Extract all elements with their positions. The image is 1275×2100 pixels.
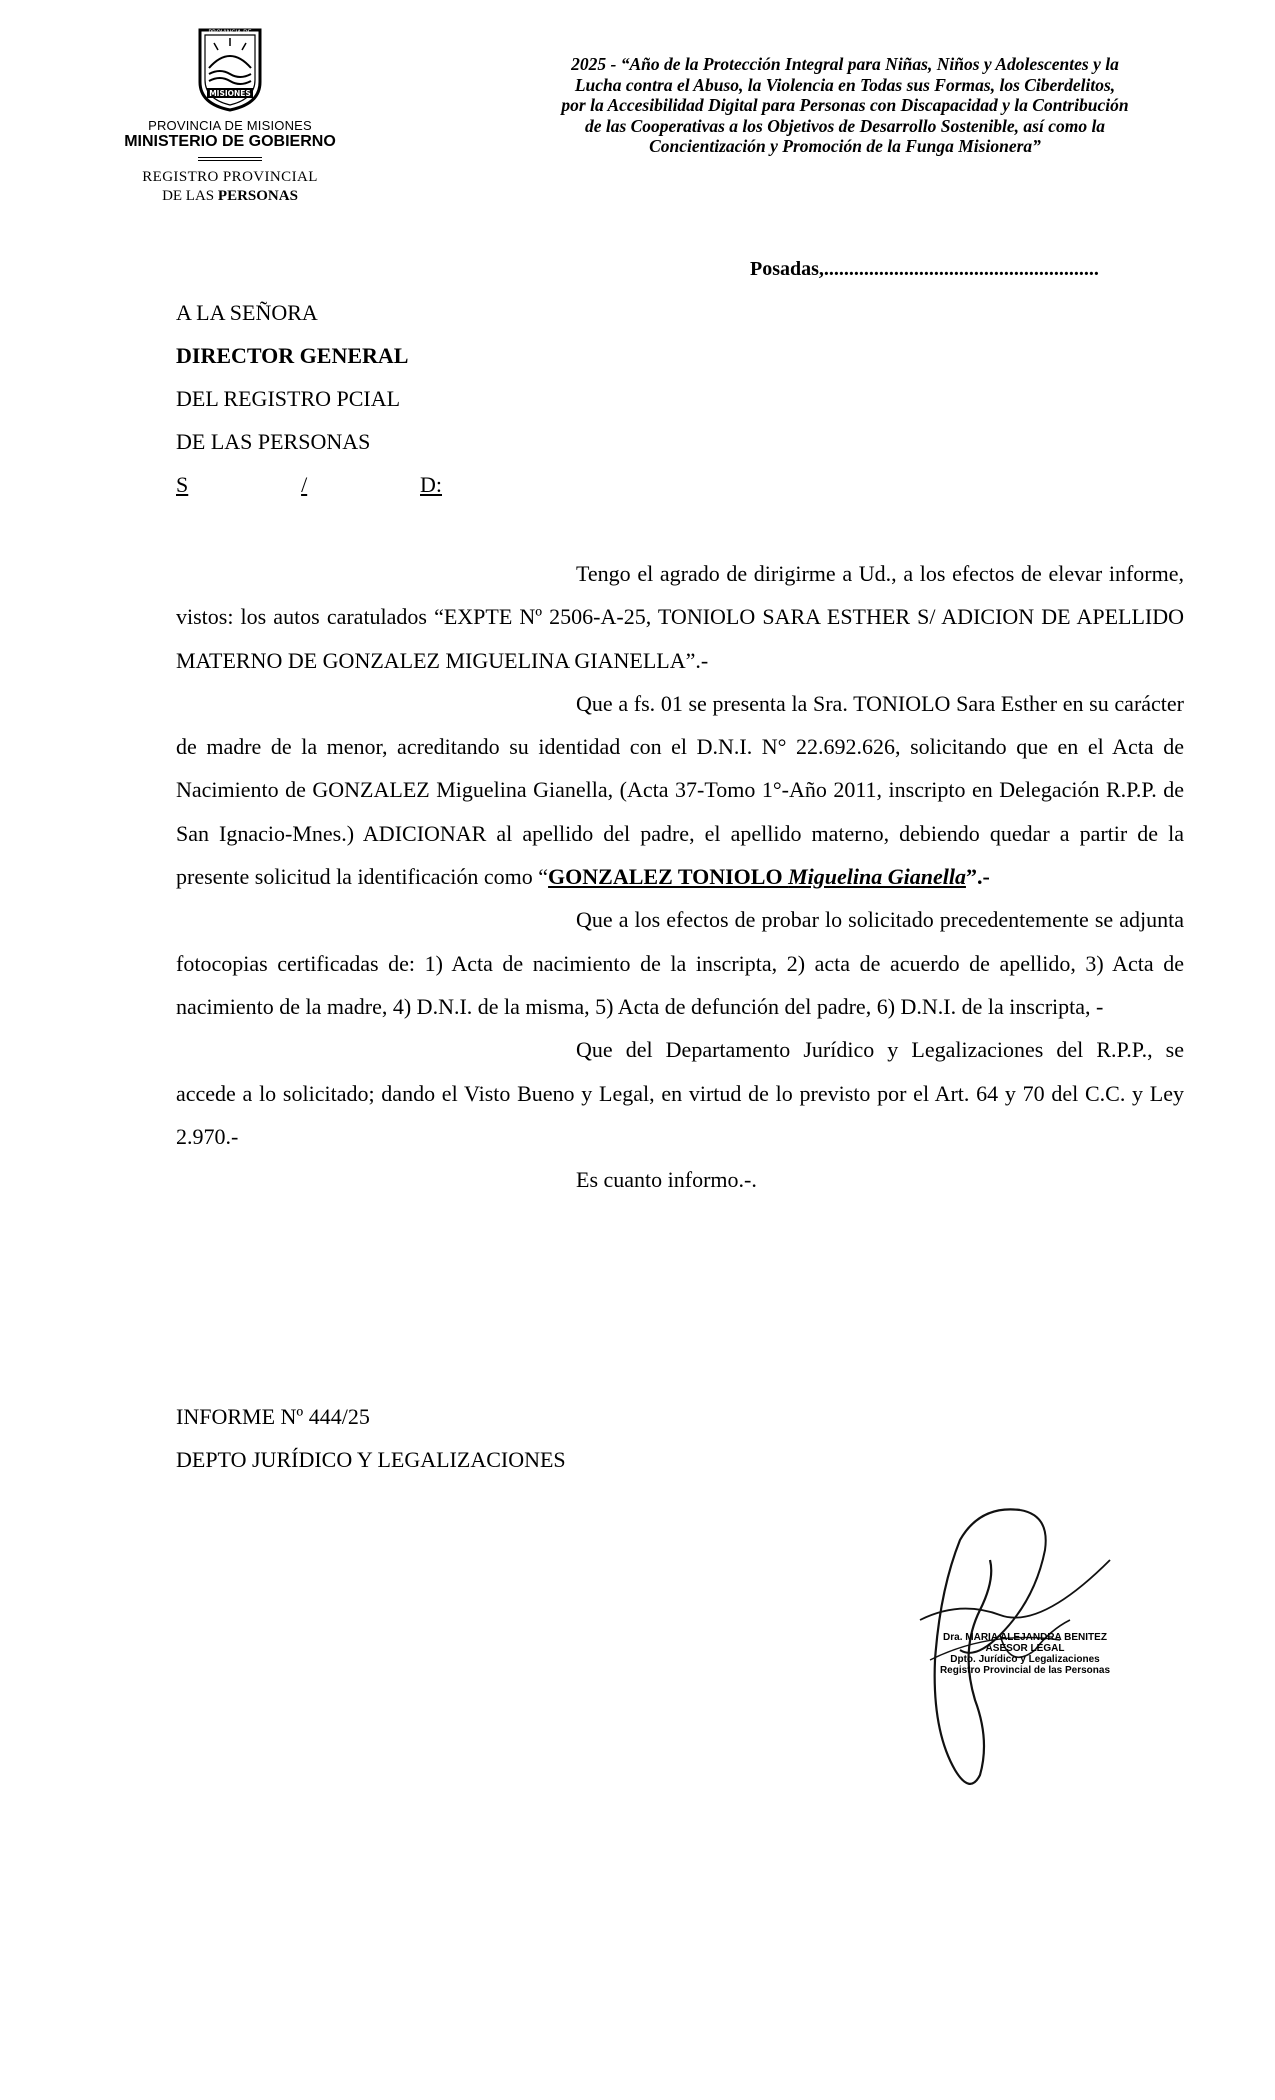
- header-divider: [198, 157, 262, 158]
- motto-line: Concientización y Promoción de la Funga Misionera”: [649, 136, 1041, 156]
- stamp-registry: Registro Provincial de las Personas: [939, 1665, 1111, 1676]
- new-full-name: [548, 864, 966, 889]
- stamp-title: ASESOR LEGAL: [985, 1643, 1065, 1654]
- letterhead-logo-block: [110, 22, 350, 205]
- addressee-title: DIRECTOR GENERAL: [176, 343, 409, 368]
- stamp-name: Dra. MARIA ALEJANDRA BENITEZ: [943, 1632, 1107, 1643]
- paragraph-2-end: ”.-: [965, 864, 990, 890]
- addressee-line-3: DEL REGISTRO PCIAL: [176, 386, 401, 411]
- registry-line-1: REGISTRO PROVINCIAL: [142, 169, 318, 185]
- motto-line: 2025 - “Año de la Protección Integral para Niñas, Niños y Adolescentes y la: [571, 54, 1119, 74]
- body-paragraph-3: Que a los efectos de probar lo solicitado precedentemente se adjunta fotocopias certificadas de: 1) Acta de nacimiento de la inscripta, 2) acta de acuerdo de apellido, 3) Acta de nacimiento de la madre, 4) D.N.I. de la misma, 5) Acta de defunción del padre, 6) D.N.I. de la inscripta, -: [176, 907, 1184, 1019]
- body-paragraph-4: Que del Departamento Jurídico y Legalizaciones del R.P.P., se accede a lo solicitado; dando el Visto Bueno y Legal, en virtud de lo previsto por el Art. 64 y 70 del C.C. y Ley 2.970.-: [176, 1037, 1184, 1149]
- report-body: [176, 552, 1184, 1201]
- sd-slash: /: [301, 472, 308, 497]
- department-name: DEPTO JURÍDICO Y LEGALIZACIONES: [176, 1447, 566, 1472]
- report-number: INFORME Nº 444/25: [176, 1404, 370, 1429]
- crest-top-text: PROVINCIA DE: [208, 29, 252, 36]
- addressee-line-4: DE LAS PERSONAS: [176, 429, 371, 454]
- registry-line-2: [110, 188, 350, 205]
- paragraph-2-text: Que a fs. 01 se presenta la Sra. TONIOLO Sara Esther en su carácter de madre de la menor, acreditando su identidad con el D.N.I. N° 22.692.626, solicitando que en el Acta de Nacimiento de GONZALEZ Miguelina Gianella, (Acta 37-Tomo 1°-Año 2011, inscripto en Delegación R.P.P. de San Ignacio-Mnes.) ADICIONAR al apellido del padre, el apellido materno, debiendo quedar a partir de la presente solicitud la identificación como “: [176, 690, 1184, 890]
- motto-line: por la Accesibilidad Digital para Personas con Discapacidad y la Contribución: [561, 95, 1129, 115]
- new-surnames: GONZALEZ TONIOLO: [548, 864, 789, 890]
- crest-bottom-text: MISIONES: [209, 89, 251, 98]
- sd-s: S: [176, 472, 189, 497]
- salutation-sd: [176, 472, 442, 498]
- body-paragraph-5: Es cuanto informo.-.: [576, 1167, 757, 1193]
- year-motto: [490, 54, 1200, 157]
- signature-stamp: [920, 1632, 1130, 1676]
- header-divider: [198, 160, 262, 161]
- addressee-line-1: A LA SEÑORA: [176, 300, 318, 325]
- province-crest-icon: [185, 22, 275, 114]
- sd-d: D:: [420, 472, 442, 497]
- body-paragraph-2: [176, 682, 1184, 898]
- stamp-department: Dpto. Jurídico y Legalizaciones: [950, 1654, 1100, 1665]
- new-given-names: Miguelina Gianella: [788, 864, 966, 890]
- motto-line: Lucha contra el Abuso, la Violencia en Todas sus Formas, los Ciberdelitos,: [574, 74, 1116, 95]
- body-paragraph-1: Tengo el agrado de dirigirme a Ud., a los efectos de elevar informe, vistos: los autos caratulados “EXPTE Nº 2506-A-25, TONIOLO SARA ESTHER S/ ADICION DE APELLIDO MATERNO DE GONZALEZ MIGUELINA GIANELLA”.-: [176, 561, 1184, 673]
- registry-line-2-prefix: DE LAS: [162, 188, 218, 204]
- motto-line: de las Cooperativas a los Objetivos de Desarrollo Sostenible, así como la: [584, 115, 1106, 136]
- place-date: Posadas,.......................................................: [750, 258, 1099, 280]
- ministry-name: MINISTERIO DE GOBIERNO: [124, 133, 336, 150]
- registry-line-2-bold: PERSONAS: [217, 188, 298, 204]
- province-name: PROVINCIA DE MISIONES: [148, 118, 312, 133]
